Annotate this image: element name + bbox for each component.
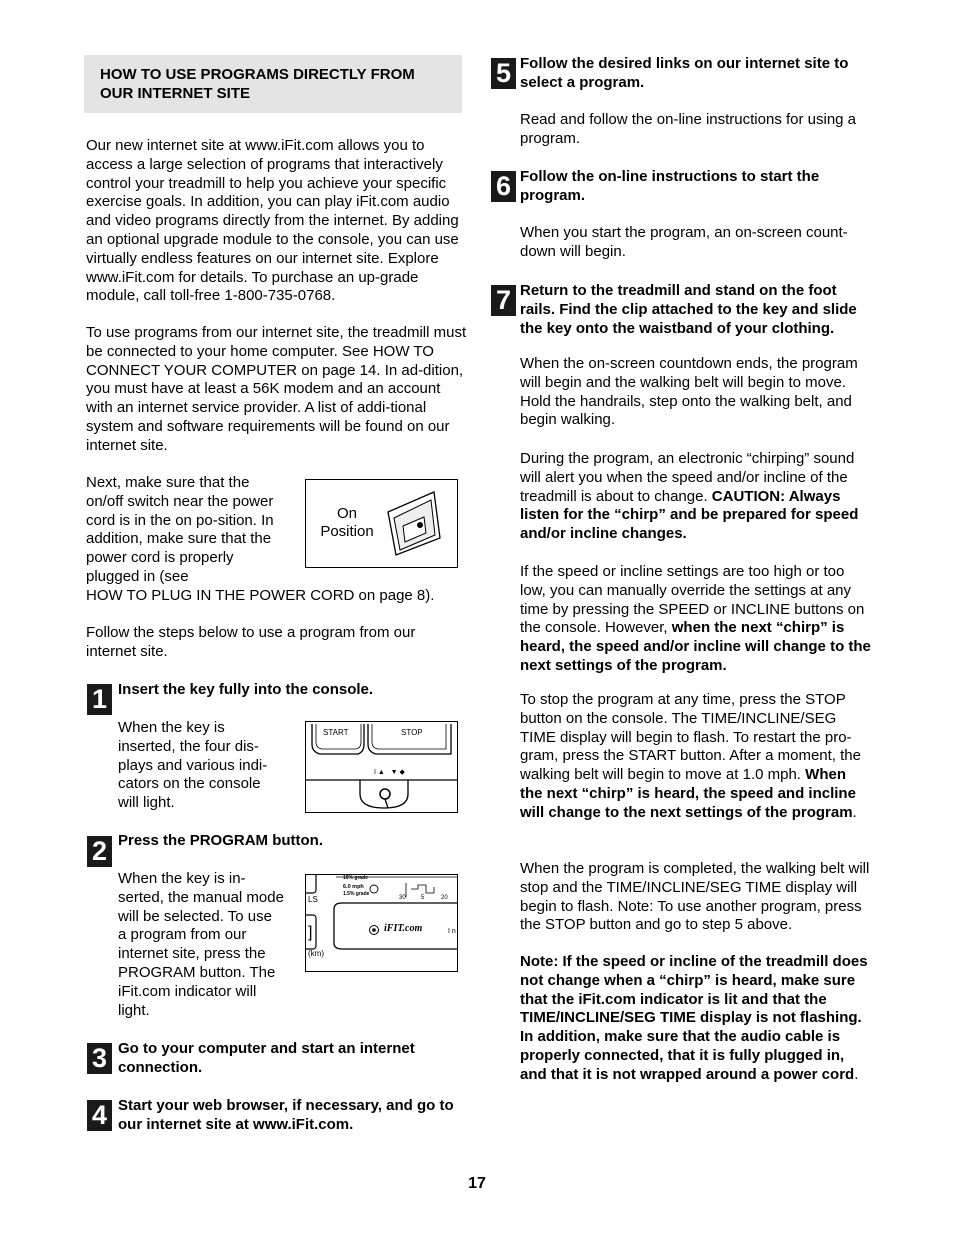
step-number-2: 2 (87, 836, 112, 867)
program-console-illustration-icon (306, 875, 457, 971)
stop-period: . (852, 803, 857, 821)
tick-label-2: 5 (421, 895, 425, 901)
step-number-7: 7 (491, 285, 516, 316)
power-switch-icon (306, 480, 457, 567)
grade-readout-2: 1.5% grade (343, 891, 370, 897)
step-1-body: When the key is inserted, the four dis-plays and various indi-cators on the console will light. (118, 719, 268, 812)
step-7-body: When the on-screen countdown ends, the program will begin and the walking belt will begin to move. Hold the handrails, step onto the walking belt, and begin walking. (520, 355, 858, 429)
stop-bold-text: When the next “chirp” is heard, the speed and incline will change to the next settings of the program (520, 766, 856, 821)
step-number-1: 1 (87, 684, 112, 715)
intro-paragraph-4: Follow the steps below to use a program from our internet site. (86, 624, 416, 660)
step-3-title: Go to your computer and start an internet connection. (118, 1040, 415, 1076)
step-number-6: 6 (491, 171, 516, 202)
ls-label: LS (308, 895, 318, 904)
chirp-text: During the program, an electronic “chirping” sound will alert you when the speed and/or incline of the treadmill is about to change. (520, 450, 855, 505)
console-figure (305, 721, 458, 813)
svg-text:I ▲ ▼ ◆: I ▲ ▼ ◆ (374, 769, 405, 776)
stop-button: STOP (401, 728, 423, 737)
step-1-title: Insert the key fully into the console. (118, 681, 374, 698)
intro-paragraph-3b: HOW TO PLUG IN THE POWER CORD on page 8). (86, 587, 435, 604)
step-7-paragraph-4 (520, 691, 872, 823)
caution-text: CAUTION: Always listen for the “chirp” and be prepared for speed and/or incline changes. (520, 487, 859, 543)
switch-figure (305, 479, 458, 568)
intro-paragraph-2: To use programs from our internet site, the treadmill must be connected to your home computer. See HOW TO CONNECT YOUR COMPUTER on page 14. In ad-dition, you must have at least a 56K modem and an account with an internet service provider. A list of addi-tional system and software requirements will be found on our internet site. (86, 324, 467, 454)
override-text: If the speed or incline settings are too high or too low, you can manually override the settings at any time by pressing the SPEED or INCLINE buttons on the console. However, (520, 563, 865, 637)
intro-paragraph-1: Our new internet site at www.iFit.com allows you to access a large selection of programs that interactively control your treadmill to help you achieve your specific exercise goals. In addition, you can play iFit.com audio and video programs directly from the internet. By adding an optional upgrade module to the console, you can use virtually endless features on our internet site. Explore www.iFit.com for details. To purchase an up-grade module, call toll-free 1-800-735-0768. (86, 137, 459, 305)
override-bold-text: when the next “chirp” is heard, the speed and/or incline will change to the next settings of the program. (520, 619, 871, 674)
step-number-4: 4 (87, 1100, 112, 1131)
speed-readout: 6.0 mph (343, 884, 364, 890)
step-5-title: Follow the desired links on our internet site to select a program. (520, 55, 849, 91)
step-2-body: When the key is in-serted, the manual mode will be selected. To use a program from our internet site, press the PROGRAM button. The iFit.com indicator will light. (118, 870, 284, 1019)
start-button: START (323, 728, 349, 737)
stop-text: To stop the program at any time, press the STOP button on the console. The TIME/INCLINE/SEG TIME display will begin to flash. To restart the pro-gram, press the START button. After a moment, the walking belt will begin to move at 1.0 mph. (520, 691, 861, 784)
step-4-title: Start your web browser, if necessary, and go to our internet site at www.iFit.com. (118, 1097, 454, 1133)
km-label: (km) (308, 949, 324, 958)
step-6-body: When you start the program, an on-screen count-down will begin. (520, 224, 848, 260)
note-period: . (854, 1065, 859, 1083)
step-number-5: 5 (491, 58, 516, 89)
note-bold-text: Note: If the speed or incline of the treadmill does not change when a “chirp” is heard, make sure that the iFit.com indicator is lit and that the TIME/INCLINE/SEG TIME display is not flashing. In addition, make sure that the audio cable is properly connected, that it is fully plugged in, and that it is not wrapped around a power cord (520, 953, 868, 1083)
step-number-3: 3 (87, 1043, 112, 1074)
step-6-title: Follow the on-line instructions to start the program. (520, 168, 820, 204)
svg-text:]: ] (308, 924, 313, 941)
svg-text:I n: I n (448, 928, 456, 935)
section-header (84, 55, 462, 113)
ifit-logo: iFIT.com (384, 923, 423, 934)
program-figure (305, 874, 458, 972)
grade-readout: 10% grade (343, 875, 369, 881)
page-number: 17 (468, 1175, 486, 1192)
intro-paragraph-3a: Next, make sure that the on/off switch near the power cord is in the on po-sition. In addition, make sure that the power cord is properly plugged in (see (86, 474, 274, 585)
step-7-title: Return to the treadmill and stand on the foot rails. Find the clip attached to the key and slide the key onto the waistband of your clothing. (520, 282, 857, 337)
tick-label-1: 30 (399, 895, 406, 901)
tick-label-3: 20 (441, 895, 448, 901)
step-7-paragraph-5: When the program is completed, the walking belt will stop and the TIME/INCLINE/SEG TIME display will begin to flash. Note: To use another program, press the STOP button and go to step 5 above. (520, 860, 870, 934)
switch-label: On Position (320, 505, 374, 540)
step-7-paragraph-2 (520, 450, 872, 544)
step-7-note (520, 953, 872, 1085)
step-7-paragraph-3 (520, 563, 872, 676)
section-title: HOW TO USE PROGRAMS DIRECTLY FROM OUR INTERNET SITE (100, 66, 415, 102)
step-5-body: Read and follow the on-line instructions for using a program. (520, 111, 857, 147)
step-2-title: Press the PROGRAM button. (118, 832, 324, 849)
